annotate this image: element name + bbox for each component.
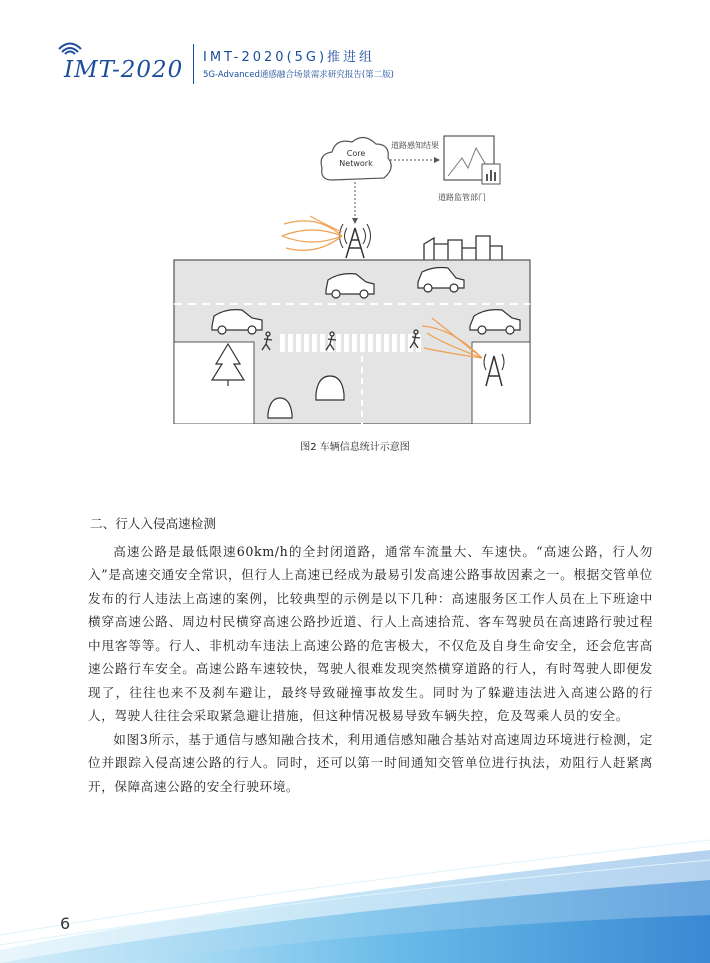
- base-station-tower-icon: [340, 224, 371, 258]
- dept-label: 道路监管部门: [438, 193, 486, 202]
- logo-text: IMT-2020: [64, 57, 184, 83]
- buildings-icon: [424, 236, 502, 260]
- page-number: 6: [60, 914, 71, 933]
- page-header: [0, 0, 710, 100]
- body-content: [88, 512, 653, 798]
- header-divider: [193, 44, 194, 84]
- figure-caption: 图2 车辆信息统计示意图: [300, 442, 410, 453]
- roadside-left: [174, 342, 254, 424]
- section-heading: 二、行人入侵高速检测: [90, 516, 216, 531]
- core-network-label-line2: Network: [339, 159, 373, 168]
- header-subtitle: 5G-Advanced通感融合场景需求研究报告(第二版): [203, 70, 394, 80]
- monitoring-dashboard-icon: [444, 136, 500, 184]
- header-title: IMT-2020(5G)推进组: [203, 50, 376, 65]
- vehicle-statistics-diagram: [172, 128, 532, 424]
- footer-wave-decoration: [0, 830, 710, 963]
- core-network-label-line1: Core: [346, 149, 366, 158]
- arrow-head-icon: [434, 157, 440, 163]
- result-label: 道路感知结果: [391, 141, 439, 150]
- paragraph: 高速公路是最低限速60km/h的全封闭道路，通常车流量大、车速快。“高速公路，行人勿入”是高速交通安全常识，但行人上高速已经成为最易引发高速公路事故因素之一。根据交管单位发布的行人违法上高速的案例，比较典型的示例是以下几种：高速服务区工作人员在上下班途中横穿高速公路、周边村民横穿高速公路抄近道、行人上高速拾荒、客车驾驶员在高速路行驶过程中甩客等等。行人、非机动车违法上高速公路的危害极大，不仅危及自身生命安全，还会危害高速公路行车安全。高速公路车速较快，驾驶人很难发现突然横穿道路的行人，有时驾驶人即便发现了，往往也来不及刹车避让，最终导致碰撞事故发生。同时为了躲避违法进入高速公路的行人，驾驶人往往会采取紧急避让措施，但这种情况极易导致车辆失控，危及驾乘人员的安全。: [88, 543, 653, 723]
- sensing-beam-icon: [282, 216, 342, 250]
- paragraph: 如图3所示，基于通信与感知融合技术，利用通信感知融合基站对高速周边环境进行检测，定位并跟踪入侵高速公路的行人。同时，还可以第一时间通知交管单位进行执法，劝阻行人赶紧离开，保障高速公路的安全行驶环境。: [88, 731, 653, 794]
